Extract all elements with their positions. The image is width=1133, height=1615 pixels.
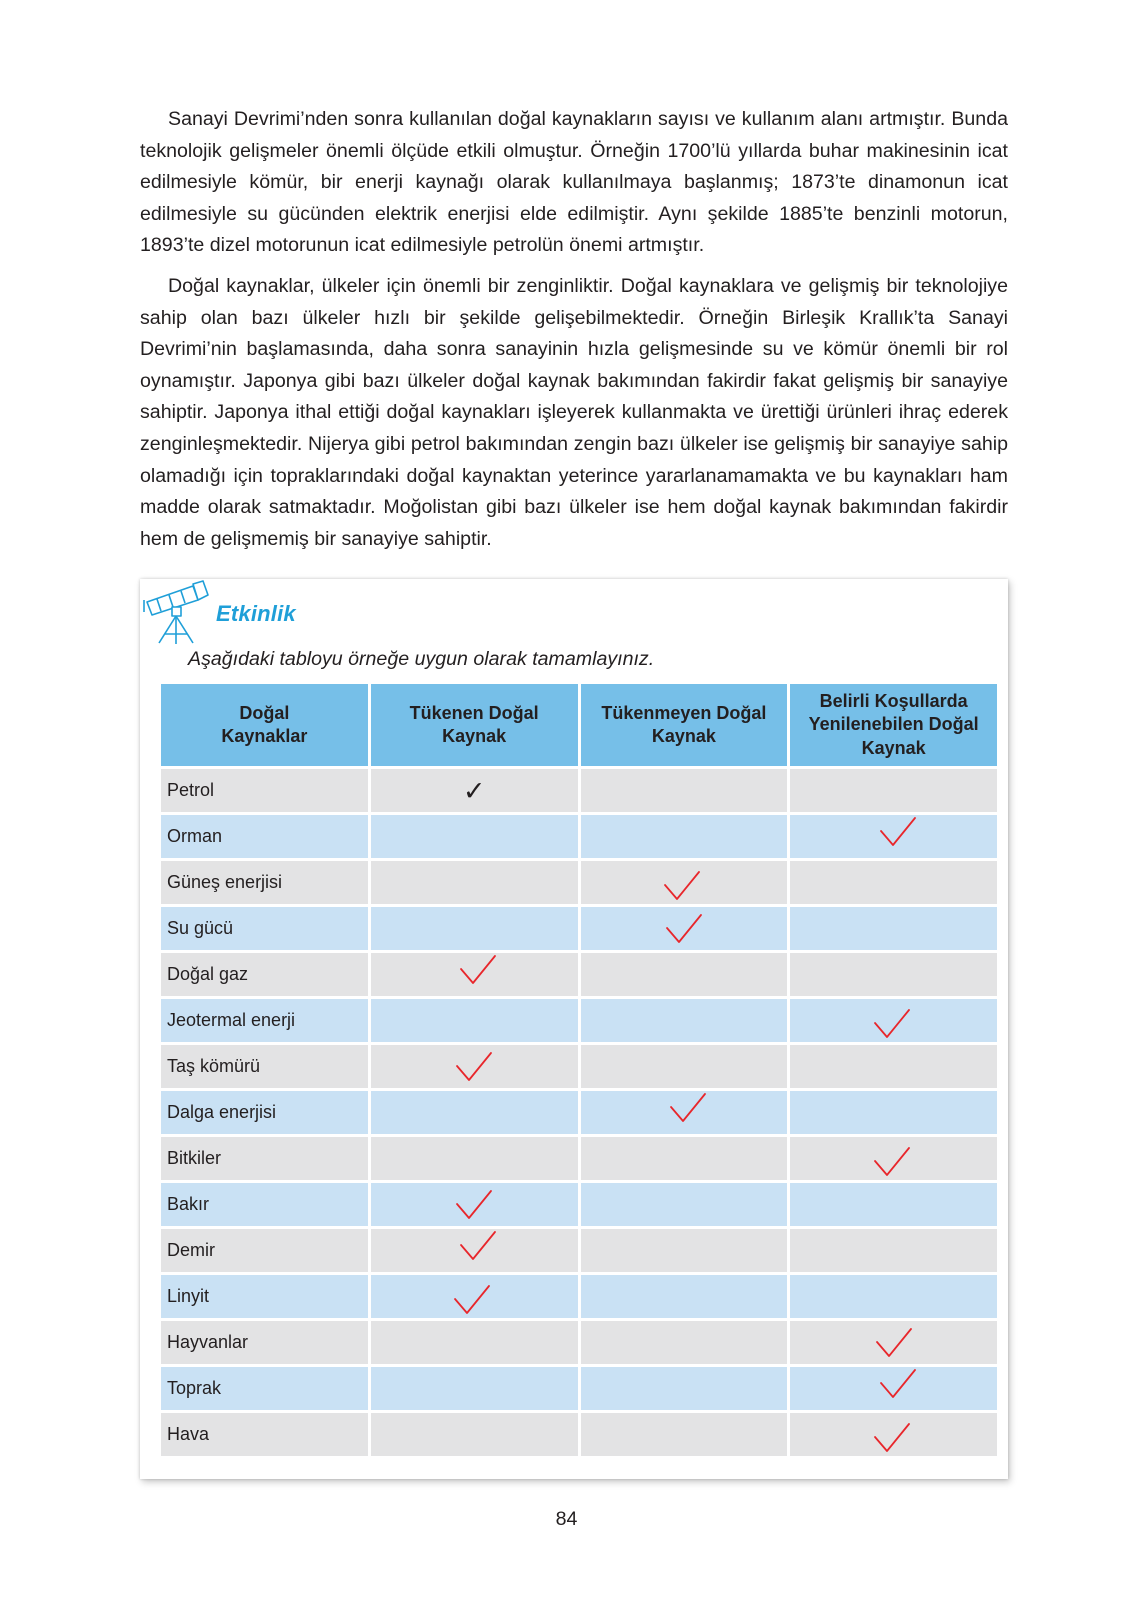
mark-cell[interactable] [371,1367,578,1410]
mark-cell[interactable] [371,1413,578,1456]
mark-cell[interactable] [790,815,997,858]
resource-name-cell: Hayvanlar [161,1321,368,1364]
mark-cell[interactable] [581,1137,788,1180]
mark-cell[interactable] [371,1137,578,1180]
printed-check-icon: ✓ [462,775,486,806]
activity-box [140,579,1008,1479]
handwritten-check-icon [874,1326,914,1360]
mark-cell[interactable] [790,1091,997,1134]
handwritten-check-icon [668,1091,708,1125]
mark-cell[interactable] [790,1321,997,1364]
table-row [161,1045,997,1088]
mark-cell[interactable] [371,1275,578,1318]
mark-cell[interactable] [371,953,578,996]
mark-cell[interactable] [790,1229,997,1272]
table-row [161,1229,997,1272]
header-non-depletable: Tükenmeyen Doğal Kaynak [581,684,788,766]
mark-cell[interactable] [581,815,788,858]
table-row [161,953,997,996]
mark-cell[interactable] [581,1367,788,1410]
handwritten-check-icon [878,815,918,849]
mark-cell[interactable] [790,907,997,950]
mark-cell[interactable] [581,1183,788,1226]
resource-name-cell: Taş kömürü [161,1045,368,1088]
mark-cell[interactable] [581,1045,788,1088]
activity-title: Etkinlik [216,601,296,626]
handwritten-check-icon [458,953,498,987]
mark-cell[interactable] [790,1137,997,1180]
mark-cell[interactable] [581,861,788,904]
mark-cell[interactable] [581,1229,788,1272]
mark-cell[interactable] [581,999,788,1042]
table-row [161,1183,997,1226]
table-body [161,769,997,1456]
resource-name-cell: Hava [161,1413,368,1456]
table-row [161,1367,997,1410]
mark-cell[interactable] [371,1229,578,1272]
handwritten-check-icon [872,1145,912,1179]
resource-name-cell: Güneş enerjisi [161,861,368,904]
mark-cell[interactable] [790,1045,997,1088]
handwritten-check-icon [452,1283,492,1317]
table-row [161,1321,997,1364]
header-conditionally-renewable: Belirli Koşullarda Yenilenebilen Doğal Kaynak [790,684,997,766]
header-natural-resources: Doğal Kaynaklar [161,684,368,766]
mark-cell[interactable] [581,1321,788,1364]
handwritten-check-icon [662,869,702,903]
table-row [161,861,997,904]
table-row [161,999,997,1042]
page-number: 84 [555,1508,578,1530]
mark-cell[interactable] [371,861,578,904]
mark-cell[interactable] [581,1275,788,1318]
handwritten-check-icon [454,1050,494,1084]
table-row [161,1091,997,1134]
mark-cell[interactable] [581,953,788,996]
table-row [161,907,997,950]
mark-cell[interactable] [790,861,997,904]
handwritten-check-icon [664,912,704,946]
mark-cell[interactable] [371,1183,578,1226]
body-paragraph: Doğal kaynaklar, ülkeler için önemli bir zenginliktir. Doğal kaynaklara ve gelişmiş bir teknolojiye sahip olan bazı ülkeler hızlı bir şekilde gelişebilmektedir. Örneğin Birleşik Krallık’ta Sanayi Devrimi’nin başlamasında, daha sonra sanayinin hızla gelişmesinde su ve kömür önemli bir rol oynamıştır. Japonya gibi bazı ülkeler doğal kaynak bakımından fakirdir fakat gelişmiş bir sanayiye sahiptir. Japonya ithal ettiği doğal kaynakları işleyerek kullanmakta ve ürettiği ürünleri ihraç ederek zenginleşmektedir. Nijerya gibi petrol bakımından zengin bazı ülkeler ise gelişmiş bir sanayiye sahip olamadığı için topraklarındaki doğal kaynaktan yeterince yararlanamamakta ve bu kaynakları ham madde olarak satmaktadır. Moğolistan gibi bazı ülkeler ise hem doğal kaynak bakımından fakirdir hem de gelişmemiş bir sanayiye sahiptir. [140,275,1008,550]
mark-cell[interactable] [790,1413,997,1456]
resource-name-cell: Bitkiler [161,1137,368,1180]
mark-cell[interactable] [790,1183,997,1226]
resource-name-cell: Doğal gaz [161,953,368,996]
handwritten-check-icon [878,1367,918,1401]
resource-name-cell: Demir [161,1229,368,1272]
telescope-icon [141,580,211,646]
resource-name-cell: Jeotermal enerji [161,999,368,1042]
mark-cell[interactable] [371,1091,578,1134]
mark-cell[interactable] [371,999,578,1042]
resource-name-cell: Orman [161,815,368,858]
mark-cell[interactable] [581,769,788,812]
mark-cell[interactable] [581,1091,788,1134]
table-row [161,1275,997,1318]
natural-resources-table [158,681,1000,1459]
intro-paragraph: Sanayi Devrimi’nden sonra kullanılan doğal kaynakların sayısı ve kullanım alanı artmıştır. Bunda teknolojik gelişmeler önemli ölçüde etkili olmuştur. Örneğin 1700’lü yıllarda buhar makinesinin icat edilmesiyle kömür, bir enerji kaynağı olarak kullanılmaya başlanmış; 1873’te dinamonun icat edilmesiyle su gücünden elektrik enerjisi elde edilmiştir. Aynı şekilde 1885’te benzinli motorun, 1893’te dizel motorunun icat edilmesiyle petrolün önemi artmıştır. [140,108,1008,257]
table-row [161,1137,997,1180]
mark-cell[interactable] [371,769,578,812]
header-depletable: Tükenen Doğal Kaynak [371,684,578,766]
handwritten-check-icon [454,1188,494,1222]
mark-cell[interactable] [790,769,997,812]
resource-name-cell: Toprak [161,1367,368,1410]
mark-cell[interactable] [790,953,997,996]
table-row [161,769,997,812]
mark-cell[interactable] [371,1045,578,1088]
handwritten-check-icon [458,1229,498,1263]
mark-cell[interactable] [790,999,997,1042]
mark-cell[interactable] [371,1321,578,1364]
resource-name-cell: Bakır [161,1183,368,1226]
mark-cell[interactable] [790,1367,997,1410]
mark-cell[interactable] [581,1413,788,1456]
mark-cell[interactable] [581,907,788,950]
resource-name-cell: Su gücü [161,907,368,950]
mark-cell[interactable] [790,1275,997,1318]
handwritten-check-icon [872,1421,912,1455]
table-row [161,815,997,858]
mark-cell[interactable] [371,815,578,858]
table-row [161,1413,997,1456]
resource-name-cell: Petrol [161,769,368,812]
resource-name-cell: Linyit [161,1275,368,1318]
table-header-row [161,684,997,766]
resource-name-cell: Dalga enerjisi [161,1091,368,1134]
handwritten-check-icon [872,1007,912,1041]
mark-cell[interactable] [371,907,578,950]
activity-instruction: Aşağıdaki tabloyu örneğe uygun olarak tamamlayınız. [188,648,655,670]
